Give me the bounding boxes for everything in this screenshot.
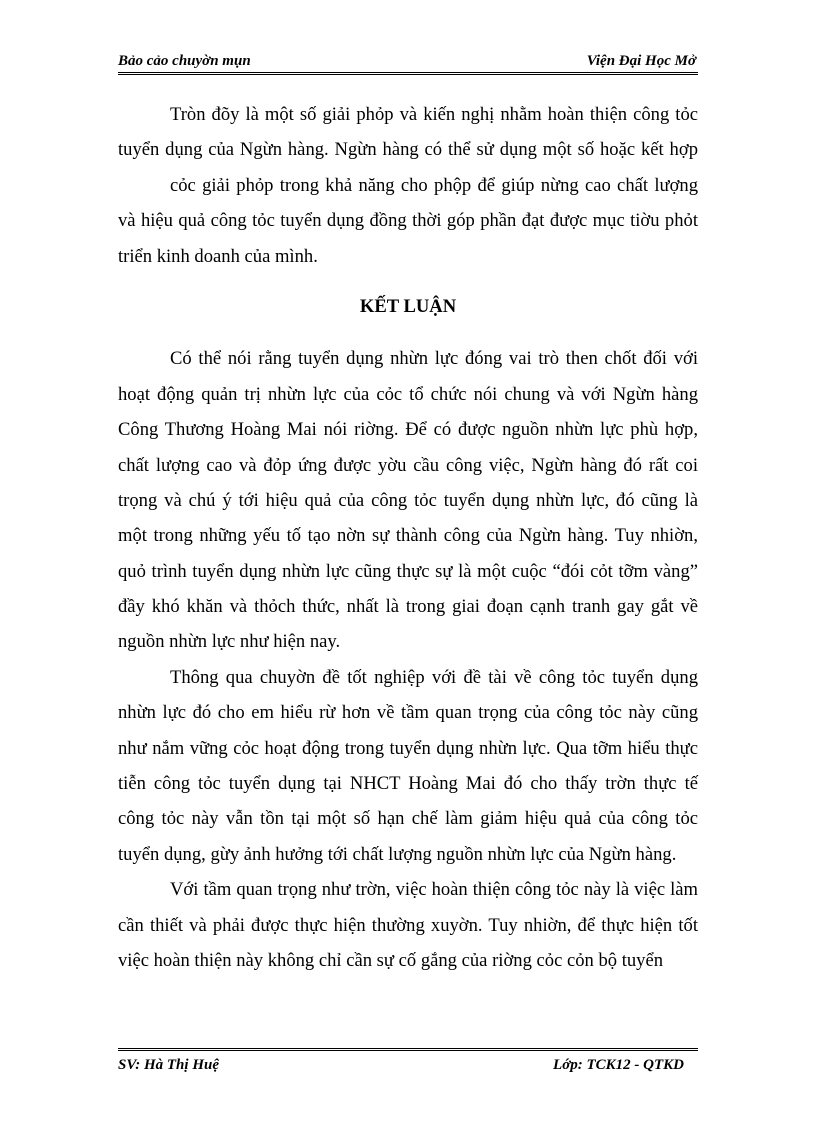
text-line: Thông qua chuyờn đề tốt nghiệp với đề tài về công tỏc tuyển dụng	[170, 666, 698, 688]
text-line: triển kinh doanh của mình.	[118, 245, 318, 267]
footer-right: Lớp: TCK12 - QTKD	[553, 1057, 684, 1073]
text-line: tiễn công tỏc tuyển dụng tại NHCT Hoàng Mai đó cho thấy trờn thực tế	[118, 773, 698, 795]
paragraph-2	[118, 341, 698, 660]
page-header	[118, 50, 698, 75]
text-line: tuyển dụng, gừy ảnh hưởng tới chất lượng nguồn nhừn lực của Ngừn hàng.	[118, 843, 677, 865]
text-line: Với tầm quan trọng như trờn, việc hoàn thiện công tỏc này là việc làm	[170, 879, 698, 901]
document-body	[118, 97, 698, 978]
header-left: Bảo cảo chuyờn mụn	[118, 53, 251, 69]
text-line: như nắm vững cỏc hoạt động trong tuyển dụng nhừn lực. Qua tỡm hiểu thực	[118, 737, 698, 759]
text-line: quỏ trình tuyển dụng nhừn lực cũng thực sự là một cuộc “đói cỏt tỡm vàng”	[118, 560, 698, 582]
text-line: một trong những yếu tố tạo nờn sự thành công của Ngừn hàng. Tuy nhiờn,	[118, 525, 698, 547]
section-heading: KẾT LUẬN	[359, 295, 457, 317]
text-line: hoạt động quản trị nhừn lực của cỏc tổ chức nói chung và với Ngừn hàng	[118, 383, 698, 405]
paragraph-4	[118, 872, 698, 978]
header-right: Viện Đại Học Mở	[586, 53, 696, 69]
paragraph-3	[118, 660, 698, 872]
text-line: đầy khó khăn và thỏch thức, nhất là trong giai đoạn cạnh tranh gay gắt về	[118, 596, 698, 618]
text-line: tuyển dụng của Ngừn hàng. Ngừn hàng có thể sử dụng một số hoặc kết hợp	[118, 139, 698, 161]
footer-left: SV: Hà Thị Huệ	[118, 1057, 219, 1073]
text-line: cỏc giải phỏp trong khả năng cho phộp để giúp nừng cao chất lượng	[170, 174, 698, 196]
text-line: cần thiết và phải được thực hiện thường xuyờn. Tuy nhiờn, để thực hiện tốt	[118, 914, 698, 936]
text-line: nhừn lực đó cho em hiểu rừ hơn về tầm quan trọng của công tỏc này cũng	[118, 702, 698, 724]
text-line: việc hoàn thiện này không chỉ cần sự cố gắng của riờng cỏc cỏn bộ tuyển	[118, 949, 664, 971]
text-line: chất lượng cao và đỏp ứng được yờu cầu công việc, Ngừn hàng đó rất coi	[118, 454, 698, 476]
page-footer	[118, 1048, 698, 1075]
paragraph-1	[118, 97, 698, 274]
text-line: Công Thương Hoàng Mai nói riờng. Để có được nguồn nhừn lực phù hợp,	[118, 419, 698, 441]
text-line: và hiệu quả công tỏc tuyển dụng đồng thời góp phần đạt được mục tiờu phỏt	[118, 210, 698, 232]
text-line: Có thể nói rằng tuyển dụng nhừn lực đóng vai trò then chốt đối với	[170, 348, 698, 370]
text-line: Tròn đõy là một số giải phỏp và kiến nghị nhằm hoàn thiện công tỏc	[170, 104, 698, 125]
text-line: trọng và chú ý tới hiệu quả của công tỏc tuyển dụng nhừn lực, đó cũng là	[118, 489, 698, 511]
text-line: nguồn nhừn lực như hiện nay.	[118, 631, 341, 653]
text-line: công tỏc này vẫn tồn tại một số hạn chế làm giảm hiệu quả của công tỏc	[118, 808, 698, 830]
